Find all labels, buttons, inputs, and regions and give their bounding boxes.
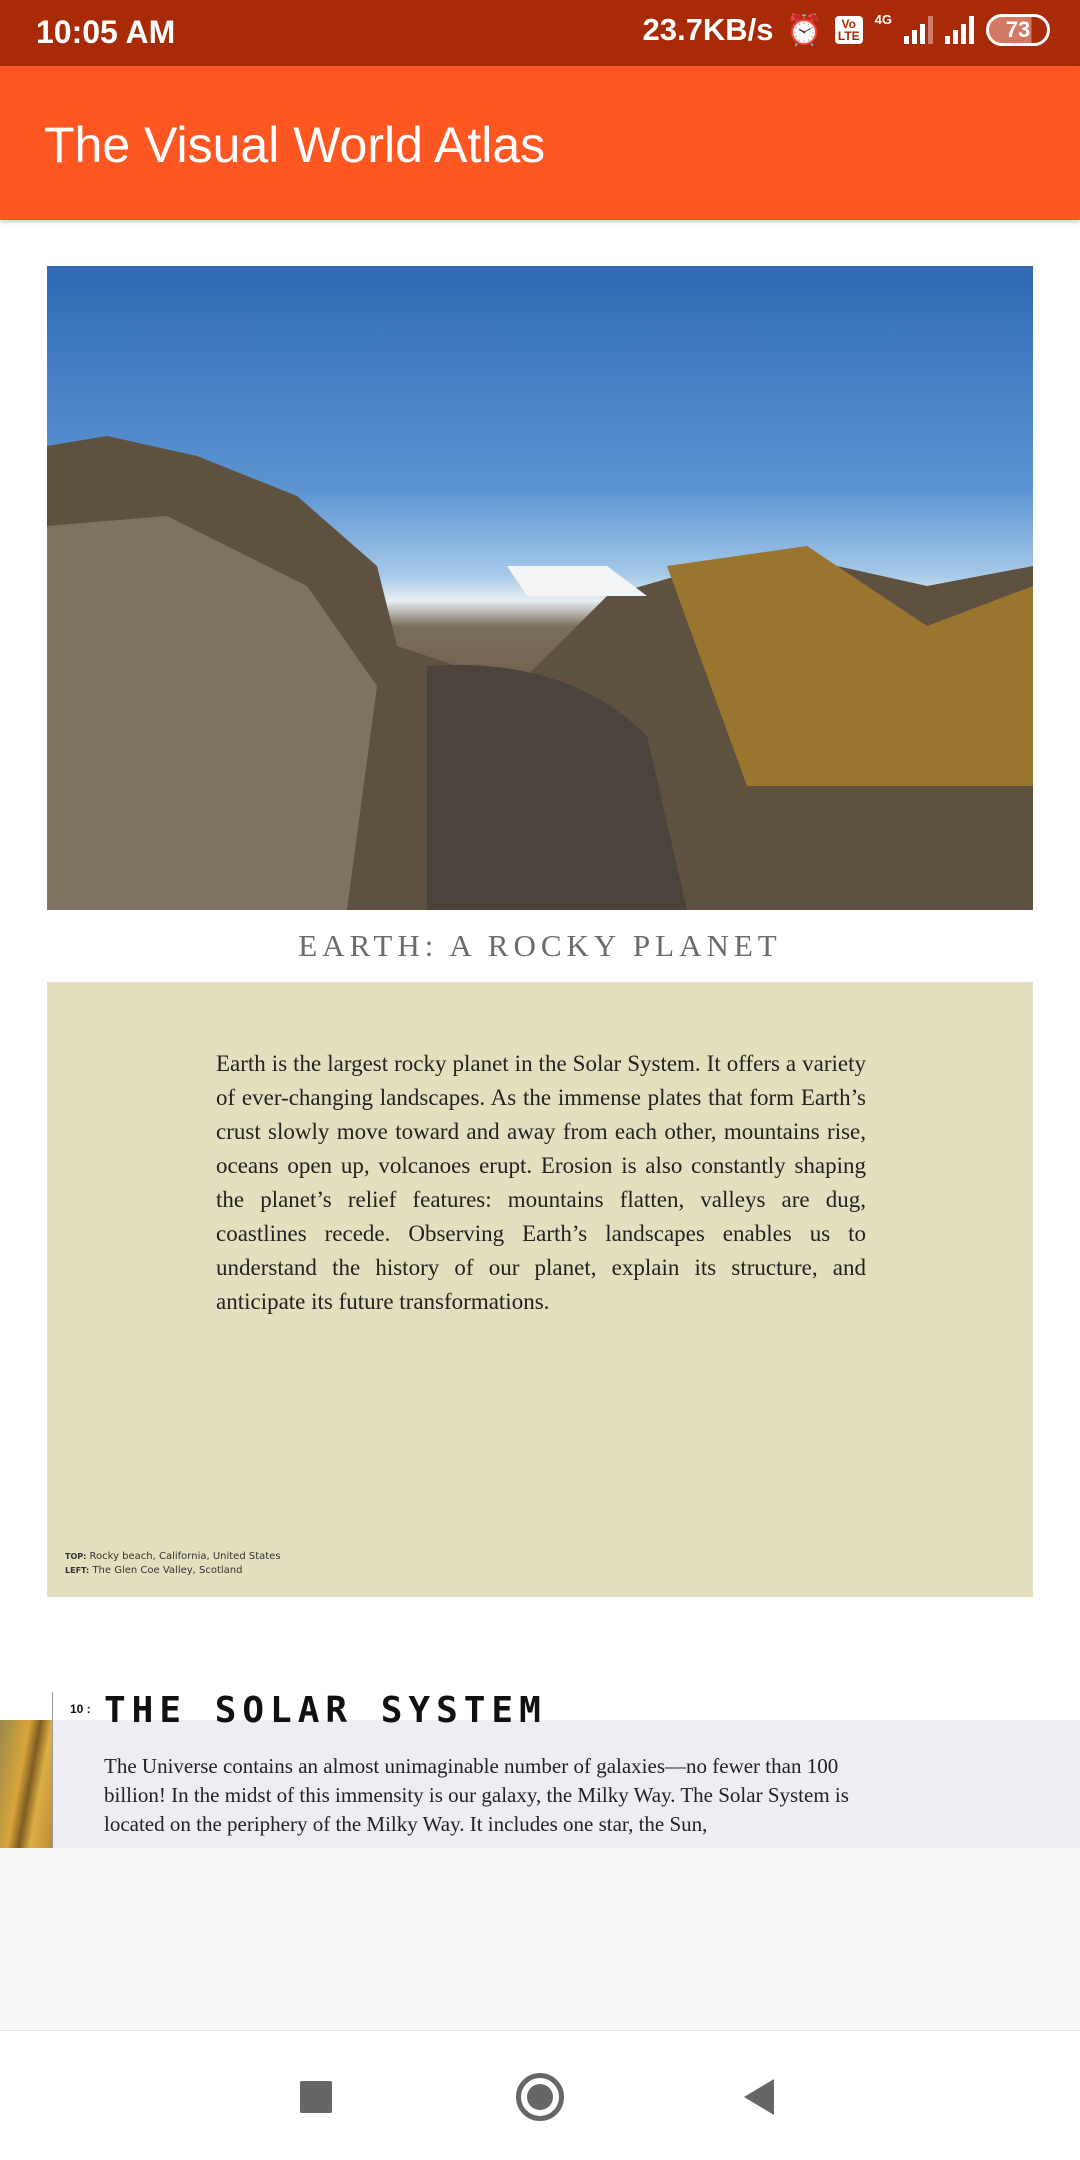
credit-text: Rocky beach, California, United States <box>89 1551 281 1562</box>
signal-icon <box>904 16 933 44</box>
valley-photo-strip <box>0 1720 52 1848</box>
alarm-icon: ⏰ <box>785 13 823 47</box>
signal-icon <box>945 16 974 44</box>
home-icon[interactable] <box>516 2073 564 2121</box>
rocks-illustration <box>47 266 1033 910</box>
network-speed: 23.7KB/s <box>642 12 774 47</box>
credit-top <box>65 1550 281 1564</box>
divider <box>52 1692 53 1848</box>
text-panel <box>47 982 1033 1597</box>
recents-icon[interactable] <box>300 2081 332 2113</box>
photo-credits <box>65 1550 281 1578</box>
navigation-bar <box>0 2030 1080 2160</box>
app-title: The Visual World Atlas <box>44 117 546 173</box>
volte-bottom: LTE <box>837 29 860 43</box>
section-title: THE SOLAR SYSTEM <box>104 1690 547 1731</box>
credit-label: LEFT: <box>65 1566 90 1575</box>
page-number: 10 : <box>70 1702 91 1716</box>
rocky-beach-photo <box>47 266 1033 910</box>
credit-label: TOP: <box>65 1552 87 1561</box>
back-icon[interactable] <box>744 2079 774 2115</box>
battery-icon: 73 <box>986 14 1050 46</box>
status-bar <box>0 0 1080 66</box>
image-caption: EARTH: A ROCKY PLANET <box>298 928 782 963</box>
app-bar <box>0 66 1080 220</box>
body-text: Earth is the largest rocky planet in the Solar System. It offers a variety of ever-changing landscapes. As the immense plates that form Earth’s crust slowly move toward and away from each other, mountains rise, oceans open up, volcanoes erupt. Erosion is also constantly shaping the planet’s relief features: mountains flatten, valleys are dug, coastlines recede. Observing Earth’s landscapes enables us to understand the history of our planet, explain its structure, and anticipate its future transformations. <box>216 1051 866 1314</box>
credit-left <box>65 1564 281 1578</box>
clock: 10:05 AM <box>36 14 176 50</box>
page-background <box>0 1848 1080 2030</box>
section-text: The Universe contains an almost unimaginable number of galaxies—no fewer than 100 billion! In the midst of this immensity is our galaxy, the Milky Way. The Solar System is located on the periphery of the Milky Way. It includes one star, the Sun, <box>104 1754 849 1836</box>
credit-text: The Glen Coe Valley, Scotland <box>92 1565 243 1576</box>
volte-top: Vo <box>841 17 856 31</box>
network-type: 4G <box>874 12 892 27</box>
volte-icon <box>835 16 863 44</box>
